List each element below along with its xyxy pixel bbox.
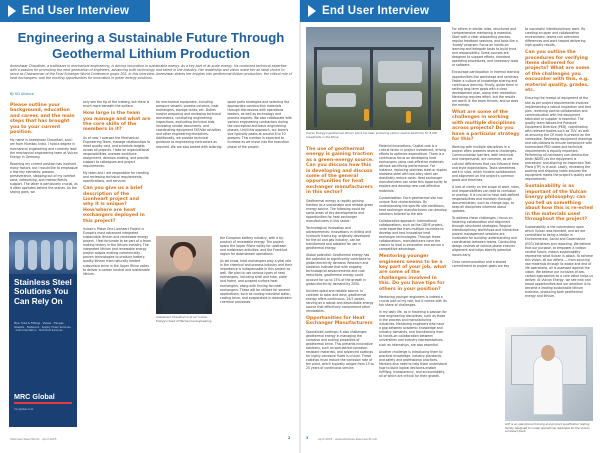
bullet-item: Collaborative approach: International collaborations, such as the GDHE project, unite expertise from multiple countries to develop and test innovative heat exchanger technologies. Through these collaborations, manufacturers have the chance to lead in innovation and secure a competitive advantage. bbox=[379, 218, 444, 252]
right-column-2 bbox=[379, 144, 447, 432]
paragraph: For others in similar roles, structured and comprehensive mentoring is essential. Start with a clear onboarding process, regular feedback sessions, and tools like a 'buddy' program. Focus on hands-on learning and delegate tasks to build trust and responsibility. Some courses are designed to support efforts, standard operating procedures, and necessary tools or software. bbox=[452, 27, 519, 68]
section-label: End User Interview bbox=[322, 5, 430, 17]
paragraph: to successful interdisciplinary work. By creating an open and collaborative environment, teams can overcome differences and work toward delivering high-quality results. bbox=[525, 27, 586, 48]
lab-photo bbox=[505, 327, 593, 421]
paragraph: Clear communication and a shared commitment to project goals are key bbox=[452, 259, 510, 268]
arrow-right-icon bbox=[8, 5, 16, 17]
article-intro: Aneeshwar Chaudhari, a trailblazer in mechanical engineering, is driving innovation in sustainable energy. As a key part of at-scale energy, his combined technical expertise with a passion for promoting the next generation of engineers, advancing both technology and talent in the industry. Her leadership and vision make her an ideal choice to serve as Chairwoman of the Final Schaeger World Conference grupo 202. In this interview, Aneeshwar shares her insights into geothermal lithium production, the critical role of heat exchangers, and the exciting opportunities for innovation in green energy solutions. bbox=[10, 64, 292, 81]
ad-pipes-image bbox=[9, 232, 77, 274]
paragraph: To address these challenges, I focus on fostering collaboration and alignment through structured strategies. Regular interdisciplinary workshops and interactive project management sessions are invaluable for building understanding and coordination between teams. Conducting design reviews at various phase ensures alignment and helps identify potential issues early. bbox=[452, 216, 519, 257]
question-heading: How large is the team you manage and what are the core skills of the members in it? bbox=[83, 111, 151, 133]
lab-caption: LOP is an operational training and product qualification testing facility designed to model operational readiness for the Vulcan Lionheart plant. bbox=[505, 422, 590, 434]
article-byline: By KCI Alliance bbox=[10, 92, 34, 96]
paragraph: Vulcan's Phase One Lionheart Project is Europe's most advanced integrated sustainable lithium and renewable energy project. I feel fortunate to be part of a team making history in the lithium industry. The integrated lithium and renewable energy project adapts existing commercially proven technologies to produce battery-quality lithium from naturally heated subsurface brine in the Upper Rhine valley to deliver a carbon neutral and sustainable lithium. bbox=[83, 227, 151, 276]
question-heading: Mentoring younger engineers seems to be a key part of your job, what are some of the challenges involved in this. Do you have tips for others in your position? bbox=[379, 254, 447, 292]
plant-photo bbox=[306, 27, 441, 130]
paragraph: Sustainability is the cornerstone upon which Vulcan was founded, and we are committed to being a leader in Environmental, Social and Governance (ESG) initiatives and reporting. We believe that our purpose, to empower a carbon neutral future, means sustainability represents what Vulcan is about. To achieve this vision, all our efforts — from sourcing raw materials through to waste and end of life operations, all is assessed against the vision. We believe our inclusion of low-carbon approaches as a core value helps us deliver. At Vulcan Energy, we see new and broad opportunities and our ambition is to become a leading sustainable lithium business, producing both geothermal energy and lithium. bbox=[525, 225, 593, 299]
portrait-caption: Aneeshwar Chaudhari is at our Vulcan Energy's head of Mechanical engineering bbox=[156, 315, 212, 323]
question-heading: Please outline your background, education and career, and the main steps that has brought you to your current position. bbox=[10, 103, 75, 136]
left-column-3 bbox=[156, 100, 293, 232]
section-label: End User Interview bbox=[22, 5, 130, 17]
bullet-item: Uninterrupted and reliable source: In contrast to solar and wind, geothermal energy offers continuous, 24/7 power, serving as a robust and dependable energy source that effectively complement other renewables. bbox=[306, 288, 374, 313]
right-folio: April 2025 · www.stainless-steel-world.net bbox=[318, 437, 377, 441]
bullet-item: Technological Innovation and advancements: Innovations in drilling and hydraulic fracturing, originally developed for the oil and gas industry, can be transformed and adapted for use in geothermal energy. bbox=[306, 225, 372, 251]
bullet-item: Material innovations: Capital cost is a critical factor in project investment, driving efforts to optimize expenditure. There is a continuous focus on developing heat exchangers using cost-effective materials without sacrificing performance. For instance, replacing stainless steel or duplex stainless steel with low-alloy steel can drastically reduce costs. Heat exchanger manufacturers can seize this opportunity to explore and develop new cost-effective materials. bbox=[379, 144, 447, 193]
question-heading: Sustainability is as important of the Vulcan Energy philosophy; can you tell us something about how this is re-ected in the materials used throughout the project? bbox=[525, 184, 593, 222]
question-heading: Can you outline the procedures for verifying items delivered for projects? What are some of the challenges you encounter with this, e.g. material quality, grades, etc. bbox=[525, 50, 590, 94]
question-heading: Can you give us a brief description of the Lionheart project and why it is unique? How/where are heat exchangers deployed in this project? bbox=[83, 186, 145, 224]
paragraph: Working with multiple disciplines in a project often presents several challenges. Communication barriers, both technical and interpersonal, are common, as are cultural differences that can influence time and style expectations. Tasks sometimes work in silos, which hinders collaboration and alignment on the project's common goals and timelines. bbox=[452, 145, 519, 182]
paragraph: My team and I are responsible for creating and reviewing technical requirements, specifications, and services bbox=[83, 171, 149, 184]
left-folio: Stainless Steel World · April 2025 bbox=[10, 437, 57, 441]
paragraph: Geothermal energy is rapidly gaining traction as a sustainable and reliable green energy source. The following could be some areas of key developments and opportunities for heat exchanger manufacturers in this sector: bbox=[306, 198, 374, 223]
portrait-photo bbox=[156, 236, 212, 314]
bullet-item: Global potential: Geothermal energy has the potential to significantly contribute to global electricity demand. Research and statistics indicate that with ongoing technological advancements and cost reductions, geothermal energy could account for up to 15% of the growth in global electricity demand by 2050. bbox=[306, 253, 371, 286]
ad-logo-stripe bbox=[14, 402, 72, 404]
paragraph: As we know, heat exchangers play a vital role in the chemical and process industry and their importance is indispensable in this project as well. We plan to use various types of heat exchangers, including shell and tube, plate and frame, and scraped surface heat exchangers, along with finning fan heat exchangers. These will be utilized for several applications, such as cooling industrial water, cooling brine, and evaporators in downstream chemical processes. bbox=[220, 259, 293, 304]
page-gutter bbox=[299, 0, 301, 453]
paragraph: for mechanical equipment, including pressure vessels, process columns, heat exchangers, storage tanks, etc. Duties involve preparing and reviewing technical documents, conducting engineering inspections, evaluating technical bids, reviewing vendor documents, and coordinating equipment FAT/site activities and other engineering disciplines. Additionally, we provide technical guidance to engineering contractors as required. We are also tasked with tailoring spare parts strategies and selecting the appropriate construction materials through discussions with operations leaders, as well as technology and process experts. We also collaborate with various engineering contractors during the conceptual and basic engineering phases. Until this approach, our team's size typically peaks at around 8 to 10 growers. This number is expected to increase as we move into the execution phase of the project. bbox=[156, 100, 292, 149]
question-heading: The use of geothermal energy is gaining traction as a green-energy source. Can you discuss how this is developing and discuss some of the general opportunities for heat exchanger manufacturers in this sector? bbox=[306, 147, 374, 196]
arrow-right-icon bbox=[308, 5, 316, 17]
paragraph: Mentoring younger engineers is indeed a crucial part of my role, but it comes with its fair share of challenges. bbox=[379, 295, 447, 308]
left-column-1 bbox=[10, 100, 78, 228]
section-header-left bbox=[0, 0, 150, 22]
paragraph: As of now, I oversee the Mechanical Engineering Team, manage relationships to meet quality cost, and schedule targets across all projects. I take on organizational responsibilities, oversee workforce assignment, decision-making, and provide support to colleagues and project requirements. bbox=[83, 135, 151, 169]
paragraph: My name is Aneeshwar Chaudhari, and I am from Mumbai, India. I hold a degree in mechanical engineering and currently lead the mechanical engineering team at Vulcan Energy in Germany. bbox=[10, 138, 78, 159]
paragraph: In my daily life, as in fostering a passion for new engineering disciplines, such as those in the process and manufacturing industries. Mentoring engineers who have a gap between academic knowledge and industry demands, and transitioning from to hands-on collaboration between universities and industry representatives, such as internships, are also essential. bbox=[379, 310, 447, 347]
ad-logo: MRC Global bbox=[14, 392, 55, 401]
paragraph: only see the tip of the iceberg, but there is much more beneath the surface. bbox=[83, 100, 150, 109]
paragraph: Reaching my current position has involved many factors, but I would like to emphasize a few key elements: passion, perseverance, stepping out of my comfort zone, networking, and mentor/family support. The latter is particularly crucial, as it often operates behind the scenes. As the saying goes, we bbox=[10, 161, 78, 194]
bullet-item: Specialized coatings: It also challenges geothermal energy in managing the corrosive and scaling properties of geothermal brine. This presents innovative solutions, such as specialized corrosion-resistant materials, and advanced coatings for highly corrosive fluids is crucial. These coatings must reduce the corrosion rate of the plant, which typically ranges from 15 to 20 years of continuous service. bbox=[306, 329, 374, 371]
question-heading: Opportunities for Heat Exchanger Manufacturers bbox=[306, 315, 373, 327]
advertisement[interactable] bbox=[9, 232, 77, 427]
paragraph: the European battery industry, with a by-product of renewable energy. The project spans the Upper Rhine valley for upstream and midstream activities, and the Frankfurt region for downstream operations. bbox=[220, 236, 288, 257]
left-column-2 bbox=[83, 100, 151, 430]
paragraph: Another challenge is introducing them to practical knowledge, industry standards, and safety and professional practices. Mentors also need to help them understand how to build logical decisions-enable fulfilling, transparency, and accountability, all of which are critical for their growth. bbox=[379, 349, 447, 378]
right-page-number: 3 bbox=[306, 436, 309, 440]
ad-title: Stainless Steel Solutions You Can Rely On bbox=[14, 278, 72, 306]
ad-product-list: Pipe, Tube & Fittings · Valves · Flanges · Gaskets · Fasteners · Supply Chain Services · Instrumentation · Technical Services bbox=[14, 322, 71, 333]
paragraph: A lack of clarity on the scope of work, roles, and responsibilities can lead to confusion or overlap. It is crucial to have well-defined responsibilities and maintain thorough documentation, such as change logs, to keep all disciplines informed about updates. bbox=[452, 184, 520, 214]
left-page-number: 2 bbox=[288, 436, 291, 440]
ad-website[interactable]: mrcglobal.com bbox=[14, 408, 34, 411]
right-column-1 bbox=[306, 144, 374, 432]
plant-caption: Vulcan Energy's geothermal lithium plant has been producing carbon neutral electricity for 8,000 households in the Rhine. bbox=[306, 131, 438, 139]
question-heading: What are some of the challenges in working with multiple disciplines across projects? Do you have a particular strategy for this? bbox=[452, 109, 520, 142]
left-column-4 bbox=[220, 236, 293, 432]
bullet-item: Customization: Each geothermal site has unique fluid characteristics. By understanding the specific site conditions, heat exchanger manufacturers can develop solutions tailored to the site. bbox=[379, 195, 447, 216]
section-header-right bbox=[300, 0, 450, 22]
right-column-4 bbox=[525, 27, 593, 325]
paragraph: Encourage participation in internal learning opportunities like workshops and seminars. Foster a culture of knowledge sharing and continuous learning. Finally, guide them in setting long-term goals with a clear development plan, along their realization. Mentoring requires effort, but the results are worth it: the team thrives, and so does the mentor. bbox=[452, 70, 520, 107]
article-headline: Engineering a Sustainable Future Through Geothermal Lithium Production bbox=[17, 30, 285, 61]
paragraph: Ensuring the receipt of equipment at the site as per project requirements involves implementing a robust inspection and test plan, receiving control collaboration and communication with the equipment fabricator or supplier is essential. The quality team follows the Pressure Equipment Directive (PED), coordinating with relevant bodies such as TÜV, as well as ensuring the CE mark is present on the nameplate. Reviewing equipment drawings and calculations to ensure compliance with harmonized PED codes and technical requirements is equally important. Performing all necessary non-destructive tests (NDES) as the equipment is processed, and aligning an Inspection Test Plans (ITP) is crucial. Lastly, reviewing the packing and shipping notes ensures the equipment meets the project's quality and requirements. bbox=[525, 96, 593, 182]
